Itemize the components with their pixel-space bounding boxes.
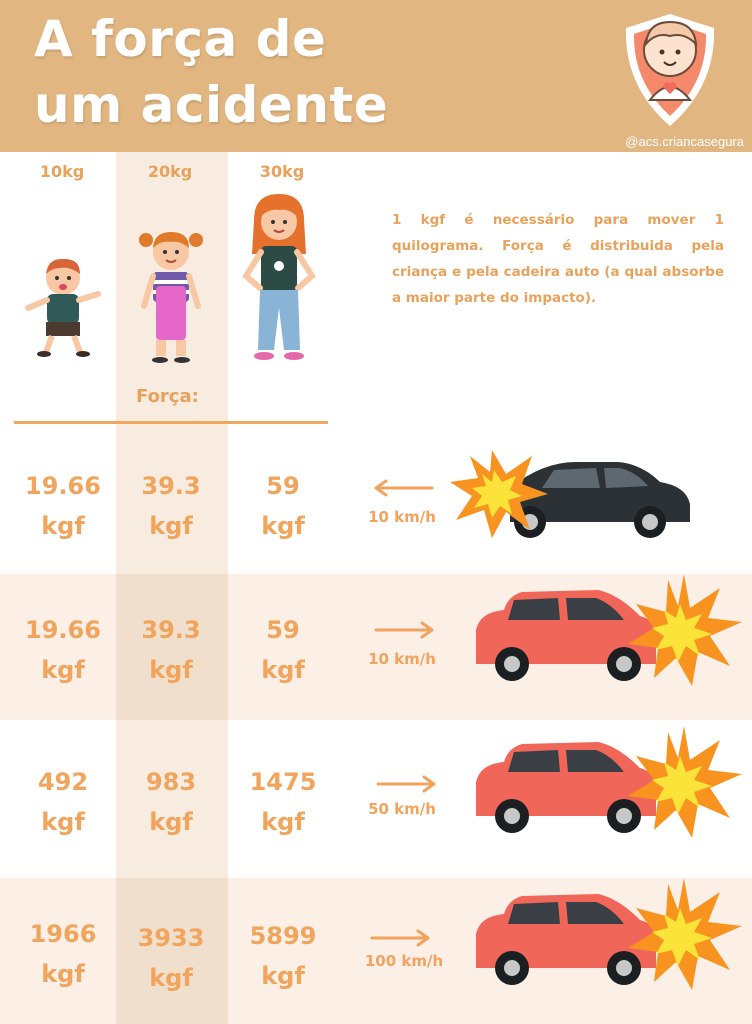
value: 59 xyxy=(266,616,300,644)
car-right-icon xyxy=(468,726,742,844)
unit: kgf xyxy=(149,808,193,836)
value: 39.3 xyxy=(141,472,201,500)
unit: kgf xyxy=(149,964,193,992)
arrow-right-icon xyxy=(372,620,436,640)
force-value-30kg xyxy=(228,916,338,996)
speed-label: 50 km/h xyxy=(368,800,436,818)
force-value-20kg xyxy=(116,610,226,690)
arrow-right-icon xyxy=(368,928,432,948)
toddler-illustration xyxy=(22,254,104,362)
weight-label-10kg: 10kg xyxy=(39,162,85,181)
header xyxy=(0,0,752,152)
divider-line xyxy=(14,421,328,424)
title-line-2: um acidente xyxy=(34,76,389,134)
arrow-right-icon xyxy=(374,774,438,794)
speed-label: 10 km/h xyxy=(368,650,436,668)
value: 39.3 xyxy=(141,616,201,644)
car-right-icon xyxy=(468,574,742,692)
unit: kgf xyxy=(41,960,85,988)
speed-label: 100 km/h xyxy=(364,952,444,970)
force-value-30kg xyxy=(228,610,338,690)
force-label: Força: xyxy=(136,386,199,407)
force-value-20kg xyxy=(116,918,226,998)
value: 5899 xyxy=(249,922,317,950)
child-illustration xyxy=(136,226,206,368)
unit: kgf xyxy=(261,656,305,684)
value: 983 xyxy=(145,768,197,796)
title-line-1: A força de xyxy=(34,10,327,68)
value: 59 xyxy=(266,472,300,500)
car-right-icon xyxy=(468,878,742,996)
force-value-10kg xyxy=(8,466,118,546)
social-handle: @acs.criancasegura xyxy=(625,134,744,149)
value: 1475 xyxy=(249,768,317,796)
girl-illustration xyxy=(240,190,318,366)
baby-shield-logo xyxy=(618,8,722,132)
unit: kgf xyxy=(261,962,305,990)
speed-label: 10 km/h xyxy=(368,508,436,526)
force-value-10kg xyxy=(8,762,118,842)
value: 1966 xyxy=(29,920,97,948)
weight-label-20kg: 20kg xyxy=(147,162,193,181)
force-value-30kg xyxy=(228,762,338,842)
force-value-20kg xyxy=(116,762,226,842)
unit: kgf xyxy=(41,512,85,540)
force-explanation-text: 1 kgf é necessário para mover 1 quilograma. Força é distribuida pela criança e pela cadeira auto (a qual absorbe a maior parte do impacto). xyxy=(392,212,724,306)
value: 19.66 xyxy=(25,616,101,644)
unit: kgf xyxy=(149,656,193,684)
force-value-10kg xyxy=(8,610,118,690)
weight-label-30kg: 30kg xyxy=(259,162,305,181)
unit: kgf xyxy=(41,656,85,684)
unit: kgf xyxy=(261,808,305,836)
unit: kgf xyxy=(149,512,193,540)
value: 492 xyxy=(37,768,89,796)
unit: kgf xyxy=(261,512,305,540)
value: 19.66 xyxy=(25,472,101,500)
value: 3933 xyxy=(137,924,205,952)
arrow-left-icon xyxy=(372,478,436,498)
force-value-10kg xyxy=(8,914,118,994)
car-left-icon xyxy=(450,448,700,544)
unit: kgf xyxy=(41,808,85,836)
force-value-30kg xyxy=(228,466,338,546)
force-value-20kg xyxy=(116,466,226,546)
